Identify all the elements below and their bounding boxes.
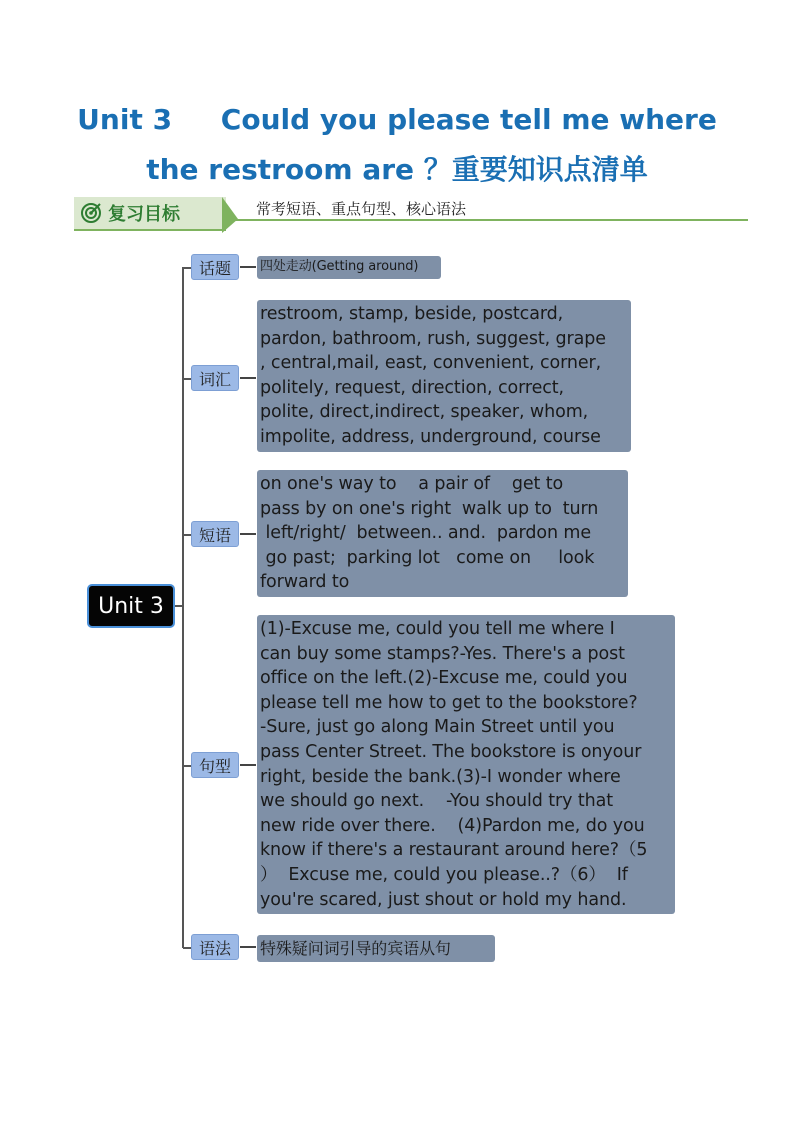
category-grammar: 语法 [191,934,239,960]
banner-wedge [222,197,238,233]
review-goals-banner [74,197,226,231]
root-connector [175,605,183,607]
branch-connector [183,765,191,767]
category-sentences: 句型 [191,752,239,778]
category-topic: 话题 [191,254,239,280]
branch-dash [240,533,256,535]
category-vocabulary: 词汇 [191,365,239,391]
branch-connector [183,378,191,380]
branch-dash [240,946,256,948]
branch-connector [183,947,191,949]
mindmap-spine [182,267,184,948]
topic-content: 四处走动(Getting around) [257,256,441,279]
target-icon [80,202,102,224]
branch-connector [183,534,191,536]
page-title-line2: the restroom are ？重要知识点清单 [146,153,648,186]
banner-subtitle: 常考短语、重点句型、核心语法 [256,200,467,218]
branch-dash [240,266,256,268]
grammar-content: 特殊疑问词引导的宾语从句 [257,935,495,962]
branch-dash [240,377,256,379]
phrases-content: on one's way to a pair of get to pass by on one's right walk up to turn left/right/ between.. and. pardon me go past; parking lot come on look forward to [257,470,628,597]
banner-divider [226,219,748,221]
page-title-line1: Unit 3 Could you please tell me where [77,103,717,136]
branch-dash [240,764,256,766]
branch-connector [183,267,191,269]
banner-label: 复习目标 [108,204,180,225]
sentences-content: (1)-Excuse me, could you tell me where I can buy some stamps?-Yes. There's a post office on the left.(2)-Excuse me, could you please tell me how to get to the bookstore? -Sure, just go along Main Street until you pass Center Street. The bookstore is onyour right, beside the bank.(3)-I wonder where we should go next. -You should try that new ride over there. (4)Pardon me, do you know if there's a restaurant around here?（5 ） Excuse me, could you please..?（6） If you're scared, just shout or hold my hand. [257,615,675,914]
mindmap-root: Unit 3 [87,584,175,628]
vocabulary-content: restroom, stamp, beside, postcard, pardon, bathroom, rush, suggest, grape , central,mail, east, convenient, corner, politely, request, direction, correct, polite, direct,indirect, speaker, whom, impolite, address, underground, course [257,300,631,452]
category-phrases: 短语 [191,521,239,547]
